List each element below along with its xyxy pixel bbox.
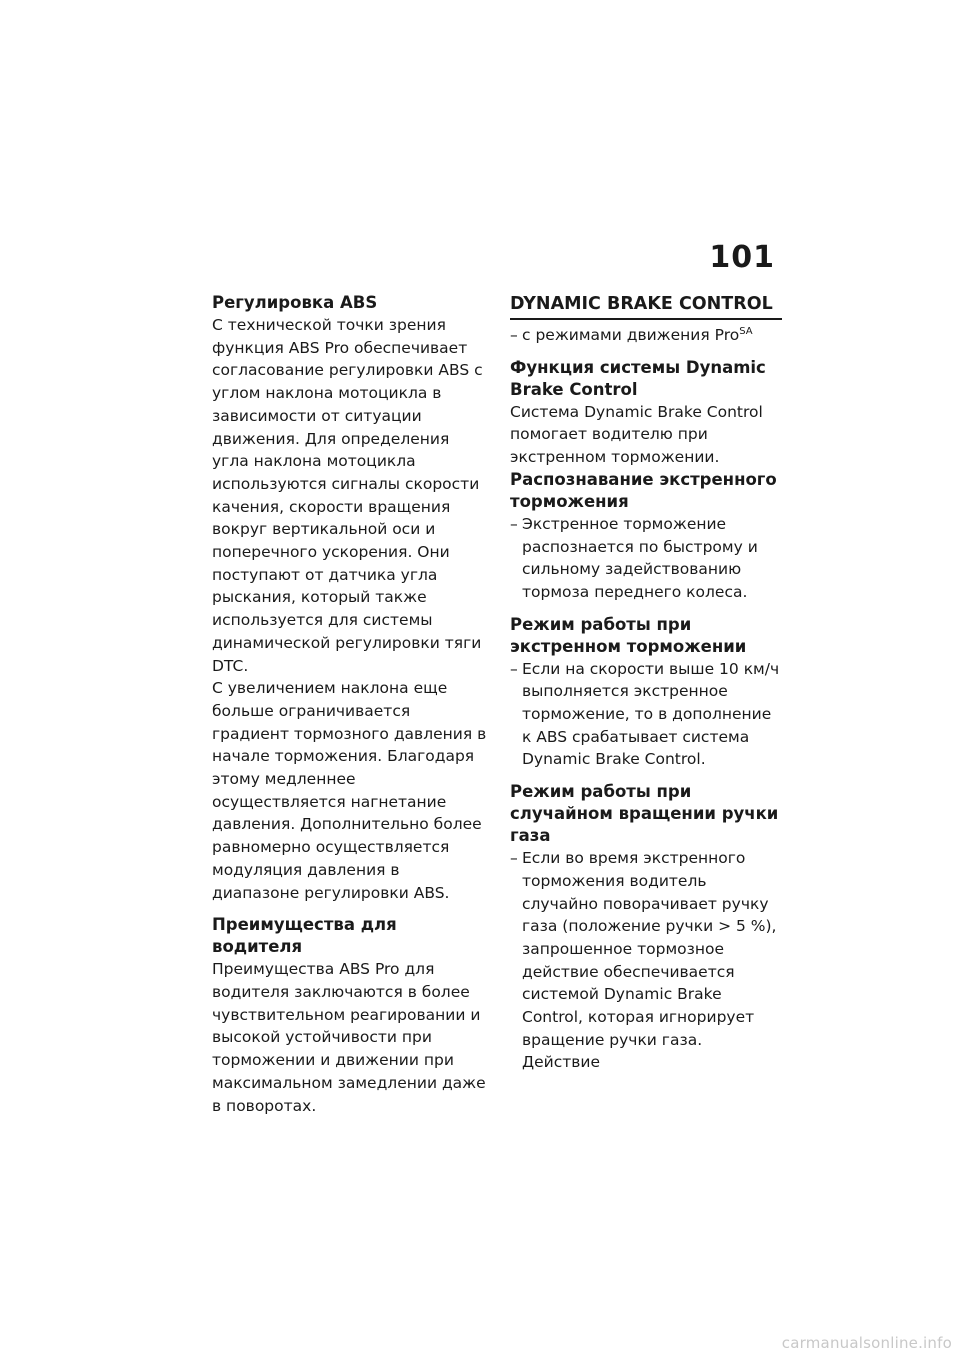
abs-paragraph-1: С технической точки зрения функция ABS Pro обеспечивает согласование регулировки ABS с углом наклона мотоцикла в зависимости от ситуации движения. Для определения угла наклона мотоцикла используются сигналы скорости качения, скорости вращения вокруг вертикальной оси и поперечного ускорения. Они поступают от датчика угла рыскания, который также используется для системы динамической регулировки тяги DTC.: [212, 316, 483, 675]
heading-system-function: Функция системы Dynamic Brake Control: [510, 357, 766, 399]
heading-abs-regulation: Регулировка ABS: [212, 293, 378, 312]
heading-throttle-mode: Режим работы при случайном вращении ручки газа: [510, 782, 779, 846]
benefits-paragraph: Преимущества ABS Pro для водителя заключаются в более чувствительном реагировании и высокой устойчивости при торможении и движении при максимальном замедлении даже в поворотах.: [212, 960, 486, 1115]
page-number: 101: [709, 240, 775, 275]
function-paragraph: Система Dynamic Brake Control помогает водителю при экстренном торможении.: [510, 402, 763, 467]
detection-item: – Экстренное торможение распознается по быстрому и сильному задействованию тормоза переднего колеса.: [510, 514, 758, 601]
watermark: carmanualsonline.info: [781, 1334, 952, 1352]
riding-modes-note: [510, 324, 782, 347]
throttle-item: – Если во время экстренного торможения водитель случайно поворачивает ручку газа (положение ручки > 5 %), запрошенное тормозное действие обеспечивается системой Dynamic Brake Control, которая игнорирует вращение ручки газа. Действие: [510, 849, 777, 1072]
riding-modes-text: с режимами движения Pro: [522, 326, 740, 344]
sa-superscript: SA: [739, 326, 753, 337]
dash-marker: –: [510, 326, 518, 344]
abs-paragraph-2: С увеличением наклона еще больше ограничивается градиент тормозного давления в начале торможения. Благодаря этому медленнее осуществляется нагнетание давления. Дополнительно более равномерно осуществляется модуляция давления в диапазоне регулировки ABS.: [212, 679, 487, 902]
heading-dynamic-brake-control: DYNAMIC BRAKE CONTROL: [510, 292, 782, 320]
heading-emergency-detection: Распознавание экстренного торможения: [510, 469, 777, 511]
right-column: [510, 292, 782, 1074]
heading-driver-benefits: Преимущества для водителя: [212, 915, 397, 957]
emergency-mode-item: – Если на скорости выше 10 км/ч выполняется экстренное торможение, то в дополнение к ABS срабатывает система Dynamic Brake Control.: [510, 659, 780, 769]
left-column: [212, 292, 490, 1117]
heading-emergency-mode: Режим работы при экстренном торможении: [510, 614, 747, 656]
